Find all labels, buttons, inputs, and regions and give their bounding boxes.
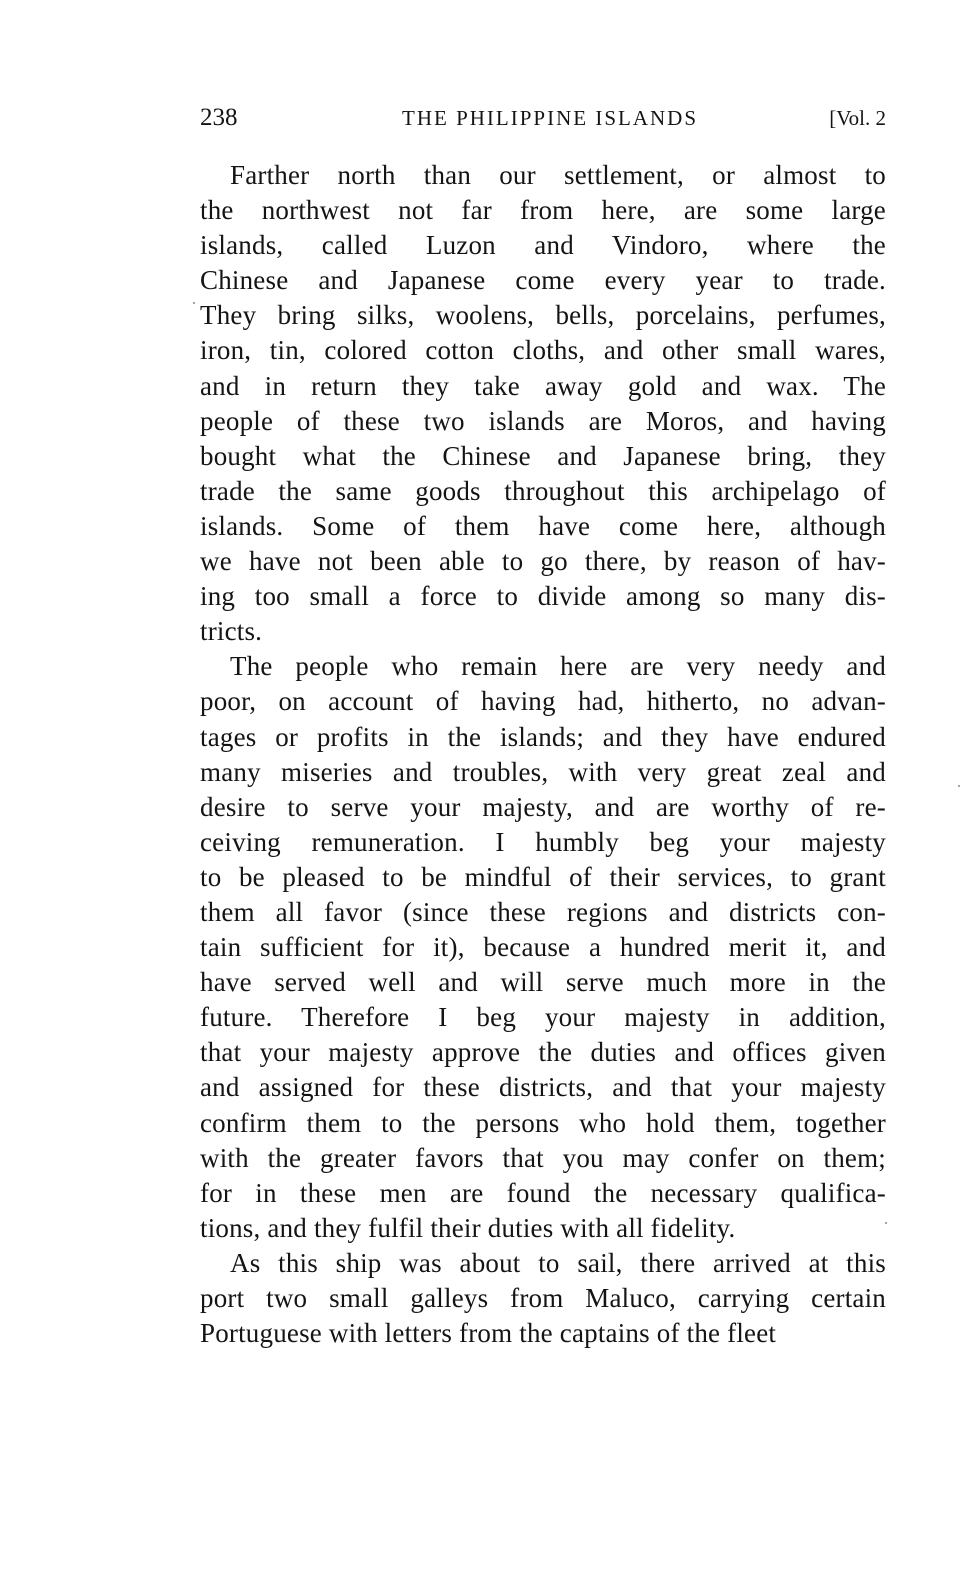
text-line: the northwest not far from here, are some large — [200, 195, 886, 226]
text-line: we have not been able to go there, by reason of hav- — [200, 546, 886, 577]
text-line: iron, tin, colored cotton cloths, and other small wares, — [200, 335, 886, 366]
body-text — [200, 158, 886, 1351]
text-line: Chinese and Japanese come every year to trade. — [200, 265, 886, 296]
text-line: trade the same goods throughout this archipelago of — [200, 475, 886, 506]
text-line: have served well and will serve much more in the — [200, 967, 886, 998]
page-number: 238 — [200, 104, 238, 131]
text-line: ing too small a force to divide among so many dis- — [200, 581, 886, 612]
text-line: port two small galleys from Maluco, carrying certain — [200, 1283, 886, 1313]
text-line: with the greater favors that you may confer on them; — [200, 1142, 886, 1173]
text-line: tages or profits in the islands; and they have endured — [200, 721, 886, 752]
text-line: bought what the Chinese and Japanese bring, they — [200, 440, 886, 471]
print-speck — [958, 785, 960, 787]
text-line: and in return they take away gold and wax. The — [200, 370, 886, 401]
text-line: to be pleased to be mindful of their services, to grant — [200, 861, 886, 892]
text-line: poor, on account of having had, hitherto, no advan- — [200, 686, 886, 717]
text-line: islands, called Luzon and Vindoro, where the — [200, 230, 886, 261]
text-line: future. Therefore I beg your majesty in addition, — [200, 1002, 886, 1033]
text-line: people of these two islands are Moros, and having — [200, 405, 886, 436]
text-line: tricts. — [200, 616, 263, 647]
text-line: Farther north than our settlement, or almost to — [230, 160, 886, 190]
text-line: They bring silks, woolens, bells, porcelains, perfumes, — [200, 300, 886, 331]
text-line: tions, and they fulfil their duties with all fidelity. — [200, 1212, 736, 1243]
paragraph — [200, 649, 886, 1246]
print-speck — [193, 302, 195, 304]
text-line: and assigned for these districts, and that your majesty — [200, 1072, 886, 1103]
text-line: desire to serve your majesty, and are worthy of re- — [200, 791, 886, 822]
running-head — [200, 104, 886, 138]
text-line: As this ship was about to sail, there arrived at this — [230, 1247, 886, 1278]
text-line: for in these men are found the necessary qualifica- — [200, 1177, 886, 1208]
text-line: that your majesty approve the duties and offices given — [200, 1037, 886, 1068]
paragraph — [200, 158, 886, 649]
running-title: THE PHILIPPINE ISLANDS — [402, 106, 698, 130]
text-line: islands. Some of them have come here, although — [200, 510, 886, 541]
volume-label: [Vol. 2 — [829, 106, 886, 130]
text-line: confirm them to the persons who hold them, together — [200, 1107, 886, 1138]
text-line: ceiving remuneration. I humbly beg your majesty — [200, 826, 886, 857]
text-line: The people who remain here are very needy and — [230, 651, 886, 682]
text-line: tain sufficient for it), because a hundred merit it, and — [200, 932, 886, 963]
print-speck — [885, 1222, 887, 1224]
text-line: many miseries and troubles, with very great zeal and — [200, 756, 886, 787]
paragraph — [200, 1246, 886, 1351]
text-line: Portuguese with letters from the captains of the fleet — [200, 1318, 777, 1349]
text-line: them all favor (since these regions and districts con- — [200, 896, 886, 927]
